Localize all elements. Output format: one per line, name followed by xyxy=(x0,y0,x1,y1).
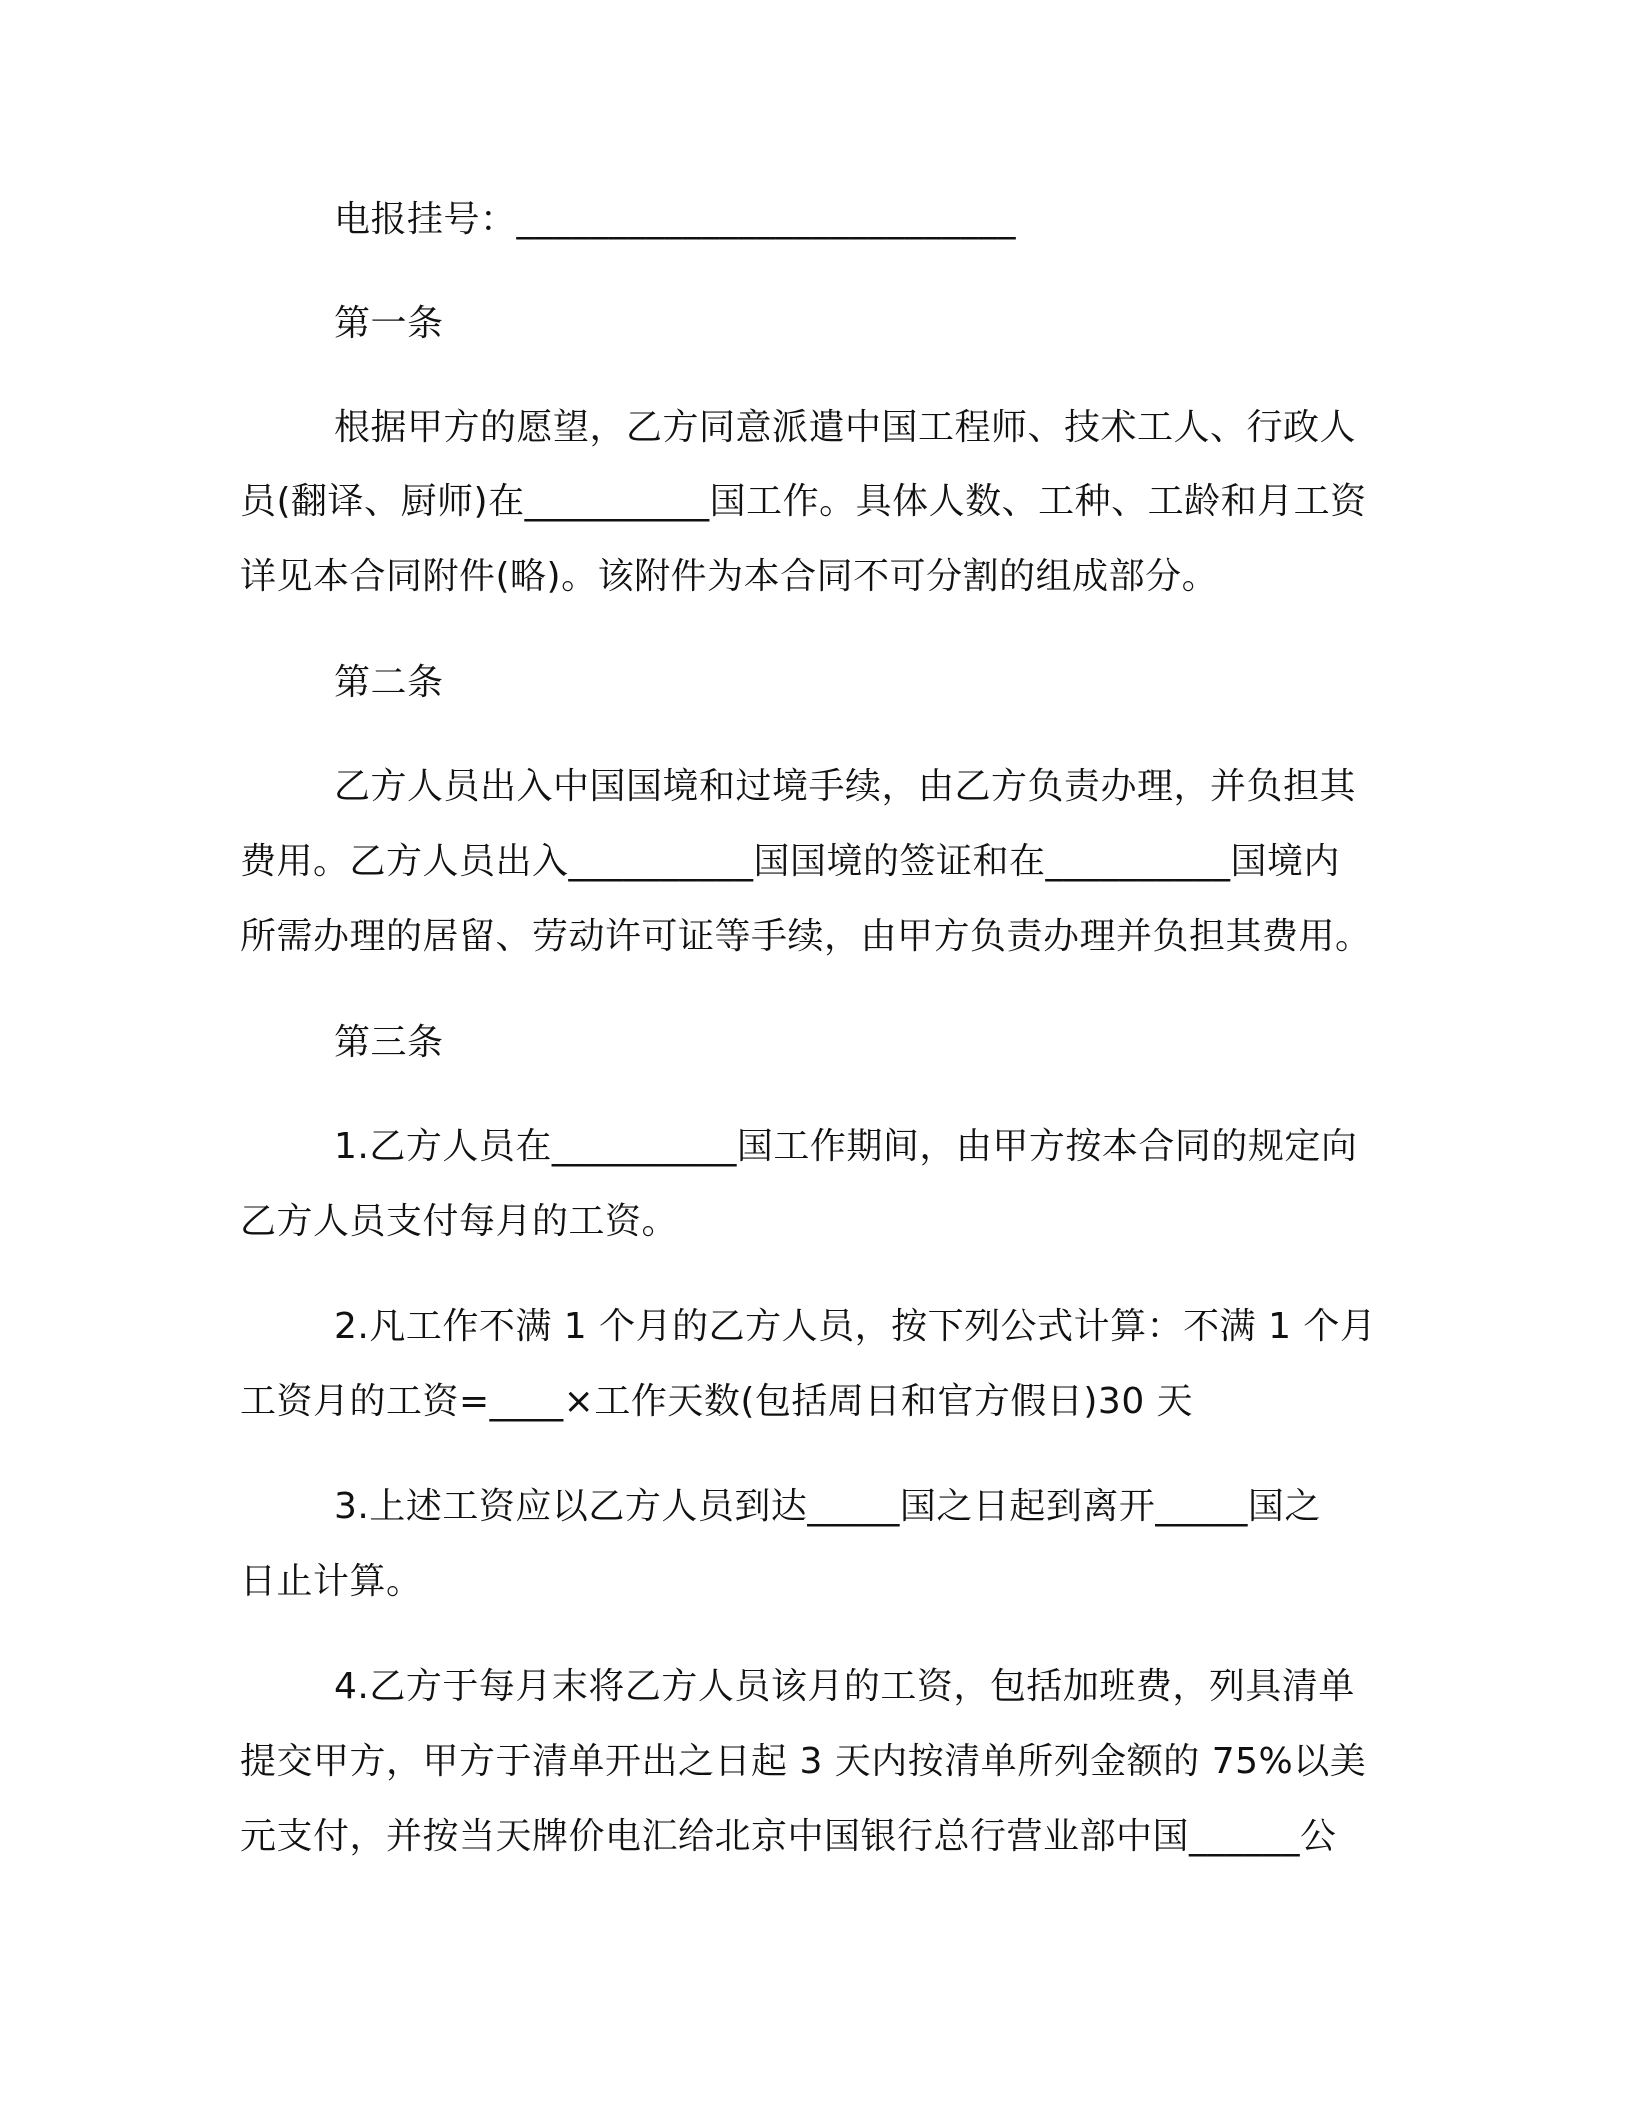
article-3-item-3-line-1: 3.上述工资应以乙方人员到达_____国之日起到离开_____国之 xyxy=(334,1486,1321,1527)
article-3-item-2-line-2: 工资月的工资=____×工作天数(包括周日和官方假日)30 天 xyxy=(240,1381,1194,1422)
telegram-field-line: 电报挂号：___________________________ xyxy=(334,199,1017,240)
article-3-item-3-line-2: 日止计算。 xyxy=(240,1561,423,1602)
article-3-item-1-line-2: 乙方人员支付每月的工资。 xyxy=(240,1201,679,1242)
article-1-heading: 第一条 xyxy=(334,303,444,344)
article-2-line-3: 所需办理的居留、劳动许可证等手续，由甲方负责办理并负担其费用。 xyxy=(240,916,1372,957)
article-2-line-2: 费用。乙方人员出入__________国国境的签证和在__________国境内 xyxy=(240,841,1341,882)
article-1-line-2: 员(翻译、厨师)在__________国工作。具体人数、工种、工龄和月工资 xyxy=(240,481,1367,522)
article-3-heading: 第三条 xyxy=(334,1022,444,1063)
article-3-item-1-line-1: 1.乙方人员在__________国工作期间，由甲方按本合同的规定向 xyxy=(334,1126,1358,1167)
article-3-item-4-line-2: 提交甲方，甲方于清单开出之日起 3 天内按清单所列金额的 75%以美 xyxy=(240,1741,1367,1782)
article-3-item-4-line-1: 4.乙方于每月末将乙方人员该月的工资，包括加班费，列具清单 xyxy=(334,1666,1355,1707)
article-1-line-1: 根据甲方的愿望，乙方同意派遣中国工程师、技术工人、行政人 xyxy=(334,407,1357,448)
article-3-item-2-line-1: 2.凡工作不满 1 个月的乙方人员，按下列公式计算：不满 1 个月 xyxy=(334,1306,1377,1347)
article-1-line-3: 详见本合同附件(略)。该附件为本合同不可分割的组成部分。 xyxy=(240,556,1219,597)
article-3-item-4-line-3: 元支付，并按当天牌价电汇给北京中国银行总行营业部中国______公 xyxy=(240,1816,1337,1857)
article-2-heading: 第二条 xyxy=(334,662,444,703)
article-2-line-1: 乙方人员出入中国国境和过境手续，由乙方负责办理，并负担其 xyxy=(334,766,1357,807)
